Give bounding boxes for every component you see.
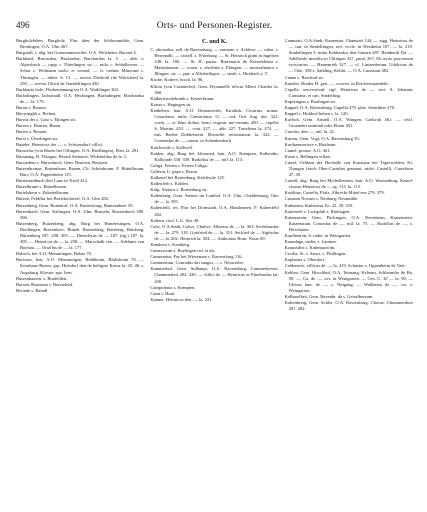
- register-entry: Butterstadtbach (bei Lanz in Tirol) 412.: [16, 178, 89, 184]
- register-entry: Kaufbeuren, S. rader, in Weingarten.: [284, 233, 352, 238]
- register-entry: Kappel s. Holdorf-hohen s. la. 120.: [284, 111, 349, 117]
- register-entry: Butzen, Feldflur bei Bezirkschweil, O.A. Ulm 282.: [16, 196, 110, 202]
- register-entry: Kaltern, tirol. L.G. Sitz 49.: [150, 217, 200, 223]
- register-entry: Busehe, Heinricus der —, s. Schwendorf villici.: [16, 141, 104, 147]
- register-entry: Kaiser s. Hagingen str.: [150, 101, 192, 107]
- register-entry: Kaltenbrerg, Gem. Schler, O.A. Ravensburg, Chorus, Chommerdure 281. 282.: [284, 300, 413, 312]
- register-entry: Cameracum s. Bozlingen tsd. et als.: [150, 248, 216, 254]
- register-column-1: [16, 38, 144, 506]
- register-entry: Cecilia, St. s. Sanct, s. Pfullingen.: [284, 251, 347, 257]
- register-entry: Kiloin (von Conmeclei), Gem. Dynamelle relicta Albert Chanler la. 368.: [150, 83, 279, 95]
- register-entry: Kammerhof, Gem. Sulbaupt, O.A. Ravensburg, Cammerhoven, Chammerhof 202. 430. — villici de — Heinricus et Eberhardus lat. 430.: [150, 266, 279, 284]
- register-entry: Butzenbronne, Butzenborn, Buzen, Ch. Schönbronn, F. Büttelbronn, Bürr, O.A. Pappenheim 115.: [16, 165, 145, 178]
- register-entry: Kalkenel bei Rottenburg, Kalchwile 125.: [150, 174, 225, 180]
- register-entry: Bubsch, bei A.O. Memmingen, Bubas 70.: [16, 251, 93, 257]
- register-entry: Camerarius, Fur bei Wiesensee s. Ravensburg 116.: [150, 254, 243, 260]
- register-entry: Katzenstein, Gem. Pückingen, O.A. Neresheim, Katzenstein. Katzenstain. Conradus de —, mil. la. 75. — Rudolfus de —, s. Hirschaien.: [284, 214, 413, 232]
- register-entry: Buttelsborn s. Zubettelbrunn.: [16, 190, 70, 196]
- register-entry: Kalp, Aletous s. Rottenburg str.: [150, 187, 208, 193]
- register-entry: Kaste s. Bellingen villazi.: [284, 153, 332, 159]
- register-entry: Bwinde s. Baindl.: [16, 287, 49, 293]
- section-title-c-und-k: C. und K.: [201, 39, 227, 45]
- register-entry: Carolus, den —, mil. la. 21.: [284, 129, 336, 135]
- register-entry: Kastlitus, Castella, Pfalz, Albrecht Mittel-ten 279. 379.: [284, 190, 385, 196]
- register-entry: Canne s. Brachsal str.: [284, 74, 324, 80]
- register-entry: Burkhartz hole, Flurbenennung im O.A. Waiblinger 302.: [16, 86, 120, 92]
- register-entry: Castell, abg. Burg bei Michelbeuern, bair. A.O. Wassenburg, Kastel: cisosse Heinricus de — sg. 113. la. 113.: [284, 178, 413, 190]
- register-entry: Butzenberg, Gem. Bonndorf, O.A. Ravensburg, Buntzenbeer 50.: [16, 202, 134, 208]
- register-entry: Kanbehen, bair. A.O. Donauwörth, Kirahisk. Cesarius, minor. Cesariense, milis. Caesariense. O. — ord. Ord. Aug. doc. 322. coela. — st. flem. dolius. hono. virginit. me-vinium. 450. — capella S. Martini. 451. — cont. 227. — abb. 327. Tratelions la. 474. — mis. Berthe Dobbelstein. Mosselle. reformation. la. 322. — Coenradus de —, canon. in Schenkenborh.: [150, 107, 279, 144]
- register-entry: Kache, Kotterv, brsch. la. 96.: [150, 77, 204, 83]
- register-entry: Camel, proase, A.O. 461.: [284, 147, 331, 153]
- register-columns: [16, 38, 413, 506]
- register-entry: Butzenberg, Butzenberg, abg. Burg bei Hundersingen, O.A. Riedlingen, Buwenberc, Buneb. Butzenberg, Butzberg, Bulsberg, Büttenberg 187. 298. 305. — Dieterlerus de — 187. (ng.) 187. la. 305. — Heinricus de — la. 298. — Marschalk von —, Adelanis von Buchau. — Ortolfus de — la. 177.: [16, 220, 145, 251]
- register-column-3: [285, 38, 413, 506]
- register-entry: Butzenbach, Gem. Stiftingen, O.A. Ulm, Buzzebr, Buzzenbuch 388. 396.: [16, 208, 145, 220]
- page-number: 496: [16, 20, 30, 30]
- register-entry: Kapfsingen s. Bozlingen str.: [284, 98, 337, 104]
- register-entry: Kalchweile s. Kallwell.: [150, 144, 194, 150]
- register-entry: Burres s. Beuren.: [16, 129, 48, 135]
- register-entry: Büvwingkh s. Bichen.: [16, 111, 57, 117]
- register-entry: Buron s. Beuren.: [16, 105, 47, 111]
- register-entry: Kanzler, Bruder H. gen. —, couvez. in Reichenstrandeln.: [284, 80, 389, 86]
- running-title: Orts- und Personen-Register.: [156, 21, 273, 31]
- register-entry: Karren, Gem. Vogt, O.A. Ravensburg 50.: [284, 135, 360, 141]
- register-entry: Kaaussthis s. Kathmaracim.: [284, 245, 336, 251]
- register-entry: Kaltenberg, Gem. Stetten im Lonthal, O.A. Ulm, Chaldenburg, Otto de — la. 395.: [150, 193, 279, 205]
- register-entry: Katharina, Katherina, Kr. 22. 29. 310.: [284, 202, 354, 208]
- register-entry: Bursen, Bussoma s. Beisseloid.: [16, 281, 74, 287]
- register-entry: Kappel, O.A. Ravensburg, Capella 479. phiv. Steinlitter 470.: [284, 105, 396, 111]
- register-entry: Kelhaselhrit, Gem. Ravenbr. da s. Geiselbereum.: [284, 293, 374, 299]
- register-entry: Katterzeli s. Lwizpfalt s. Rinthagen.: [284, 208, 351, 214]
- page-header: [16, 20, 413, 34]
- register-entry: Butzenhauenr. s. Bonfelden.: [16, 275, 68, 281]
- register-entry: Caliga, Fernea s. Ferrea Caliga.: [150, 162, 208, 168]
- register-entry: Castrum Novum s. Neuburg; Neumühle.: [284, 196, 359, 202]
- register-column-2: [150, 38, 278, 506]
- register-entry: Kalden, abg. Burg bei Altenried, bair. A.O. Kempten, Kallendin, Kalloinde 338. 339. Rudolfus de —, mil. la. 113.: [150, 150, 279, 162]
- register-entry: Calw, O.A.Stadt, Calwe, Chalwe, Albertus de — la. 363. Sechshardus de — la. 279. 318. Gottfried de — la. 351. Seifried de — Sigfridus de — la. 202. Heinrich la. 354. — Anthonius Brun. Notar 69.: [150, 223, 279, 241]
- register-entry: Castel, Ochlans der Hochalle von Konstanz bei Tägerwolden, Kt. Thurgau (noch Ober-Castelan genannt, nicht: Castell), Castelium 47. 49.: [284, 159, 413, 178]
- register-entry: Kambera s. Kemberg.: [150, 242, 191, 247]
- register-entry: Kaundage, ueder, s. Lautnes.: [284, 239, 338, 245]
- register-entry: Burst s. Überlingen str.: [16, 135, 59, 141]
- register-entry: Campidonia s. Kempten.: [150, 284, 196, 290]
- register-entry: Butzelbrune s. Bützelbronn.: [16, 184, 68, 190]
- register-entry: Capella, zeuvwotaid: sigf. Heinricus de —, rect. S. Johannis Constanz. et can. Sindelfing.: [284, 86, 413, 98]
- register-entry: Burren s. Beuren, Büren.: [16, 123, 62, 129]
- register-entry: C. altorsalus, zell. de Ravensburg. — eumene. s. Ackleve. — calen. s. Herrenalb. — castell. s. Würzburg. — St. Heinrich gräm in Ingelsen 148. la. 180. — St. H. pastor. Burrenaria de Keizersheim s. Mainshausen. — scaen. s. oberlinis s. Ehingen. — mineralinator s. Illingen. cir. — ppe. a Allerheiligen. — steuh. s. Hirzbach s. T.: [150, 47, 279, 77]
- register-entry: Kanner, Heinricus den —, la. 231.: [150, 296, 213, 302]
- register-entry: Callerus U. papa s. Roma.: [150, 168, 198, 174]
- register-entry: Kaltenfeld, ies. Flur bei Dornstadt, O.A. Blaubeuren, F. Kaltenfeld 402.: [150, 205, 279, 217]
- register-entry: Karthaeuserisce s. Buxheim.: [284, 141, 337, 147]
- register-entry: Burgstall, f. abg. bei Gossmannsweiler, O.A. Welzheim, Burstal 4.: [16, 50, 137, 56]
- register-entry: Karlsch, Gem. Anstell, O.A. Wangen, Carlsruh 461. — civil. Groenebir nominal oder Eltem 491.: [284, 117, 413, 129]
- register-entry: Cannstatt, O.A.Stadt; Kanenstat, Chanstatt 144. — sigg. Heinricus de — can. in Sindelfingen, rect. eccle. in Westheim 187. — la. 210. Sindelfingen 3. minx Kekhardus den Grauen 287. Reinhardi Da. — Adelheide moniliu in Chlingen 327. parof 267; Eli uxiio pouvuvum swiscurtus. — Hamenriek 327. — cf. Lintzenbrunn. Udalricus de — Otto. 358 s. Sädding, Köhln. — O.A. Cannstatt 482.: [284, 38, 413, 74]
- register-entry: Busserfar (von Busen bei Offingen, O.A. Riedlingen), Eber. la. 291.: [16, 147, 140, 153]
- register-entry: Kehlen, Gem. Hirschbul, O.A. Tettnang, Keleum, Schleumfie de Ha. 90. —, Ca. de —, cov. in Weingarten. — Ges. C. 10 — la. 90. — Ulricus lam. de —, s. Nitigang. — Waltherus de —, cor. s. Weingarten.: [284, 269, 413, 293]
- register-entry: Burstedem s. Bürschtoch. Gem. Beutzen, Beutzen.: [16, 159, 109, 165]
- register-entry: Kälberfrischekrank s. Ketzerbrunn.: [150, 95, 215, 101]
- register-entry: Cann s. Hunt.: [150, 290, 176, 296]
- register-entry: Celdentvie, villicus de —, la. 419. Schuster s. Oppenheim de Vale.: [284, 263, 406, 269]
- register-entry: Kallenfeib s. Kalden.: [150, 181, 189, 187]
- register-entry: Caminestum, Conradus dai suagos — s. Neuweiler.: [150, 260, 244, 266]
- register-entry: Burgholzleben, Burgholz. Flur über der Schlossmühle, Gem. Breitingen, O.A. Ulm 467.: [16, 38, 145, 50]
- register-entry: Burladingen, lachsmadl. O.A. Hechingen, Burladingen; Eberhardus de — la. 179.: [16, 92, 145, 104]
- register-entry: Buchorn, betr. A.O. Memmingen, Böbbheim, Biblisheim 70. — Kornhaus-Butow, grp. Holzdorf den de heiligste Kreuz la. 45. 46. s. Augsburg. Kloster, spa. Isen.: [16, 257, 145, 275]
- register-entry: Burrus der s. Cato s. Ehingen str.: [16, 117, 76, 123]
- register-entry: Burkhard, Burcardus, Burkardus, Burchardus la. 5. — abb. v. Alpirsbach. — capp. c. Thierlingen. str. — mila. c. Seldelhoven. — Schar c. Wolmann mohi. et conrad. — fr. ordinis Minorum c. Thiringen. — miles. 6. 13. — servus Diethold (de Wittichen) la. 250. — servus Ulrich de Gundelfingen 430.: [16, 56, 145, 86]
- register-entry: Kaplatina s. Oberdorf.: [284, 257, 326, 263]
- register-entry: Bussnang, B. Thurgau. Bezirk Steinach; Wideholdus de la. 1.: [16, 153, 128, 159]
